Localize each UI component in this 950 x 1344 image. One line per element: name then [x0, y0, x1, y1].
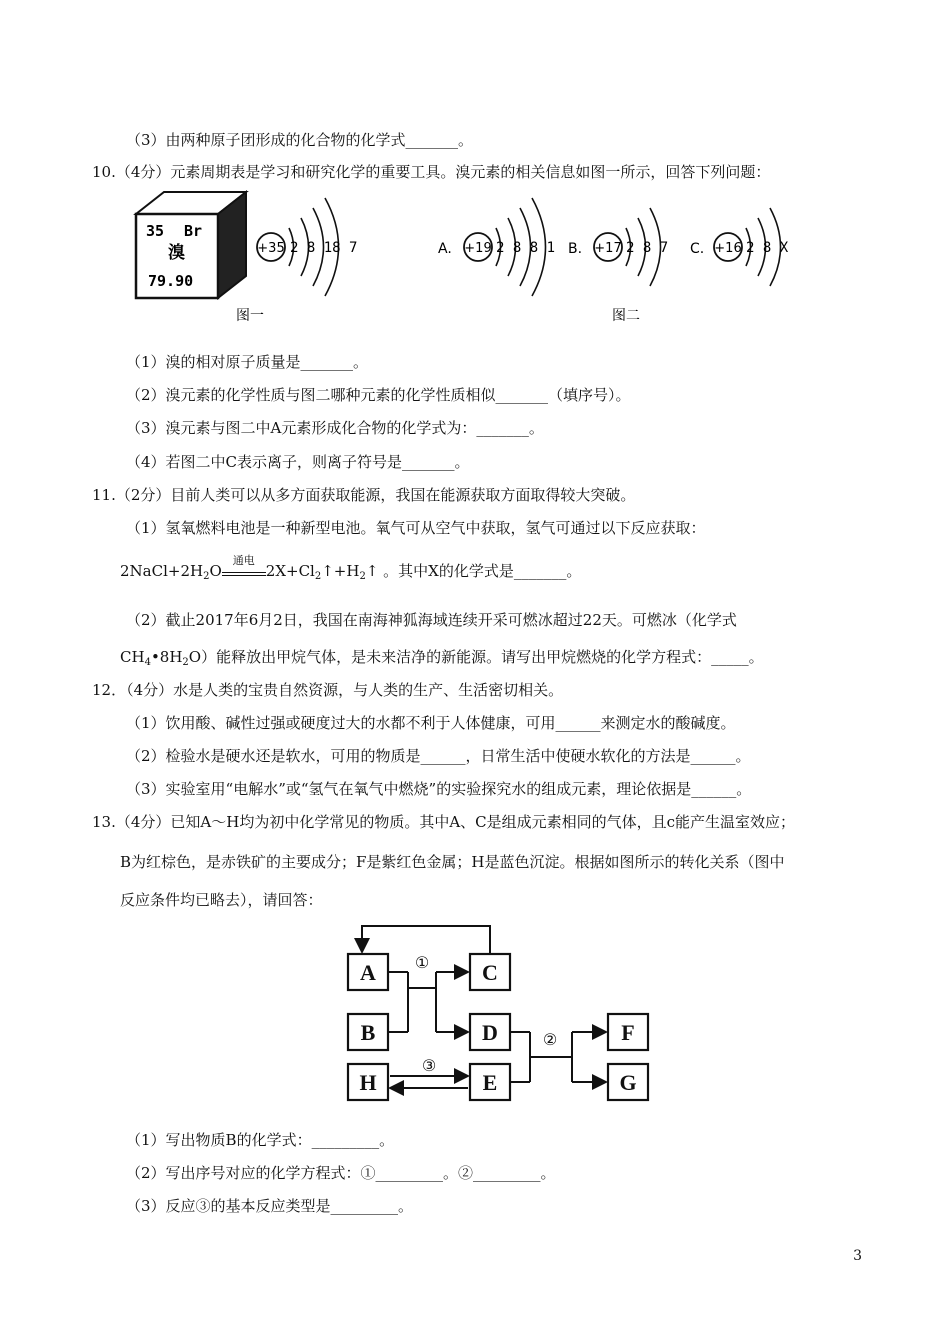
- q11-sub2a: （2）截止2017年6月2日，我国在南海神狐海域连续开采可燃冰超过22天。可燃冰（化学式: [126, 611, 737, 629]
- q10-sub3: （3）溴元素与图二中A元素形成化合物的化学式为：_______。: [126, 419, 544, 437]
- fig2-caption: 图二: [612, 308, 640, 324]
- br-shells: 2 8 18 7: [290, 240, 358, 256]
- atom-b-label: B.: [568, 241, 583, 257]
- q13-stem-line2: B为红棕色，是赤铁矿的主要成分；F是紫红色金属；H是蓝色沉淀。根据如图所示的转化关系（图中: [120, 853, 785, 871]
- reaction-1-marker: ①: [414, 953, 430, 972]
- element-cube: [136, 192, 246, 298]
- label-f: F: [621, 1020, 635, 1045]
- atom-a-shells: 2 8 8 1: [496, 240, 556, 256]
- q13-stem-line3: 反应条件均已略去），请回答：: [120, 891, 323, 909]
- q10-sub4: （4）若图二中C表示离子，则离子符号是_______。: [126, 453, 470, 471]
- atom-a-label: A.: [438, 241, 452, 257]
- br-nucleus: +35: [257, 241, 285, 256]
- label-d: D: [482, 1020, 498, 1045]
- q9-sub3: （3）由两种原子团形成的化合物的化学式_______。: [126, 131, 474, 149]
- atom-b-nucleus: +17: [594, 241, 622, 256]
- label-c: C: [482, 960, 498, 985]
- atom-c-structure: [690, 208, 789, 286]
- atom-c-shells: 2 8 X: [746, 240, 789, 256]
- atomic-number: 35: [146, 222, 165, 240]
- atom-c-nucleus: +16: [714, 241, 742, 256]
- q12-sub3: （3）实验室用“电解水”或“氢气在氧气中燃烧”的实验探究水的组成元素，理论依据是______。: [126, 780, 752, 798]
- label-a: A: [360, 960, 376, 985]
- q13-sub2: （2）写出序号对应的化学方程式：①_________。②_________。: [126, 1164, 556, 1182]
- atomic-mass: 79.90: [148, 272, 194, 290]
- atom-a-nucleus: +19: [464, 241, 492, 256]
- label-h: H: [359, 1070, 377, 1095]
- q11-sub1: （1）氢氧燃料电池是一种新型电池。氧气可从空气中获取，氢气可通过以下反应获取：: [126, 519, 706, 537]
- q10-stem: 10.（4分）元素周期表是学习和研究化学的重要工具。溴元素的相关信息如图一所示，回答下列问题：: [92, 163, 771, 181]
- atom-b-shells: 2 8 7: [626, 240, 669, 256]
- q11-sub2b: $CH_4•8H_2O$）能释放出甲烷气体，是未来洁净的新能源。请写出甲烷燃烧的化学方程式：_____。: [120, 648, 764, 668]
- q13-conversion-diagram: [340, 918, 660, 1110]
- q12-sub2: （2）检验水是硬水还是软水，可用的物质是______，日常生活中使硬水软化的方法是______。: [126, 747, 751, 765]
- q12-stem: 12．（4分）水是人类的宝贵自然资源，与人类的生产、生活密切相关。: [92, 681, 564, 699]
- atom-a-structure: [438, 198, 555, 296]
- reaction-condition: 通电: [222, 563, 266, 576]
- fig1-caption: 图一: [236, 308, 264, 324]
- q10-sub1: （1）溴的相对原子质量是_______。: [126, 353, 369, 371]
- reaction-3-marker: ③: [421, 1056, 437, 1075]
- reaction-2-marker: ②: [542, 1030, 558, 1049]
- q13-sub3: （3）反应③的基本反应类型是_________。: [126, 1197, 414, 1215]
- q13-stem-line1: 13.（4分）已知A～H均为初中化学常见的物质。其中A、C是组成元素相同的气体，且c能产生温室效应；: [92, 813, 796, 831]
- page-number: 3: [853, 1248, 862, 1264]
- q11-stem: 11.（2分）目前人类可以从多方面获取能源，我国在能源获取方面取得较大突破。: [92, 486, 636, 504]
- q13-sub1: （1）写出物质B的化学式：_________。: [126, 1131, 395, 1149]
- q11-equation: $2NaCl+2H_2O$ 通电 $2X+Cl_2↑+H_2↑$ 。其中X的化学式是_______。: [120, 554, 582, 582]
- label-b: B: [360, 1020, 376, 1045]
- label-e: E: [482, 1070, 498, 1095]
- q10-sub2: （2）溴元素的化学性质与图二哪种元素的化学性质相似_______（填序号）。: [126, 386, 631, 404]
- atom-b-structure: [568, 208, 668, 286]
- q10-figure: [126, 186, 806, 328]
- atom-c-label: C.: [690, 241, 705, 257]
- bromine-atom-structure: [257, 198, 357, 296]
- element-symbol: Br: [184, 222, 203, 240]
- label-g: G: [619, 1070, 637, 1095]
- q12-sub1: （1）饮用酸、碱性过强或硬度过大的水都不利于人体健康，可用______来测定水的酸碱度。: [126, 714, 736, 732]
- element-name: 溴: [168, 243, 185, 263]
